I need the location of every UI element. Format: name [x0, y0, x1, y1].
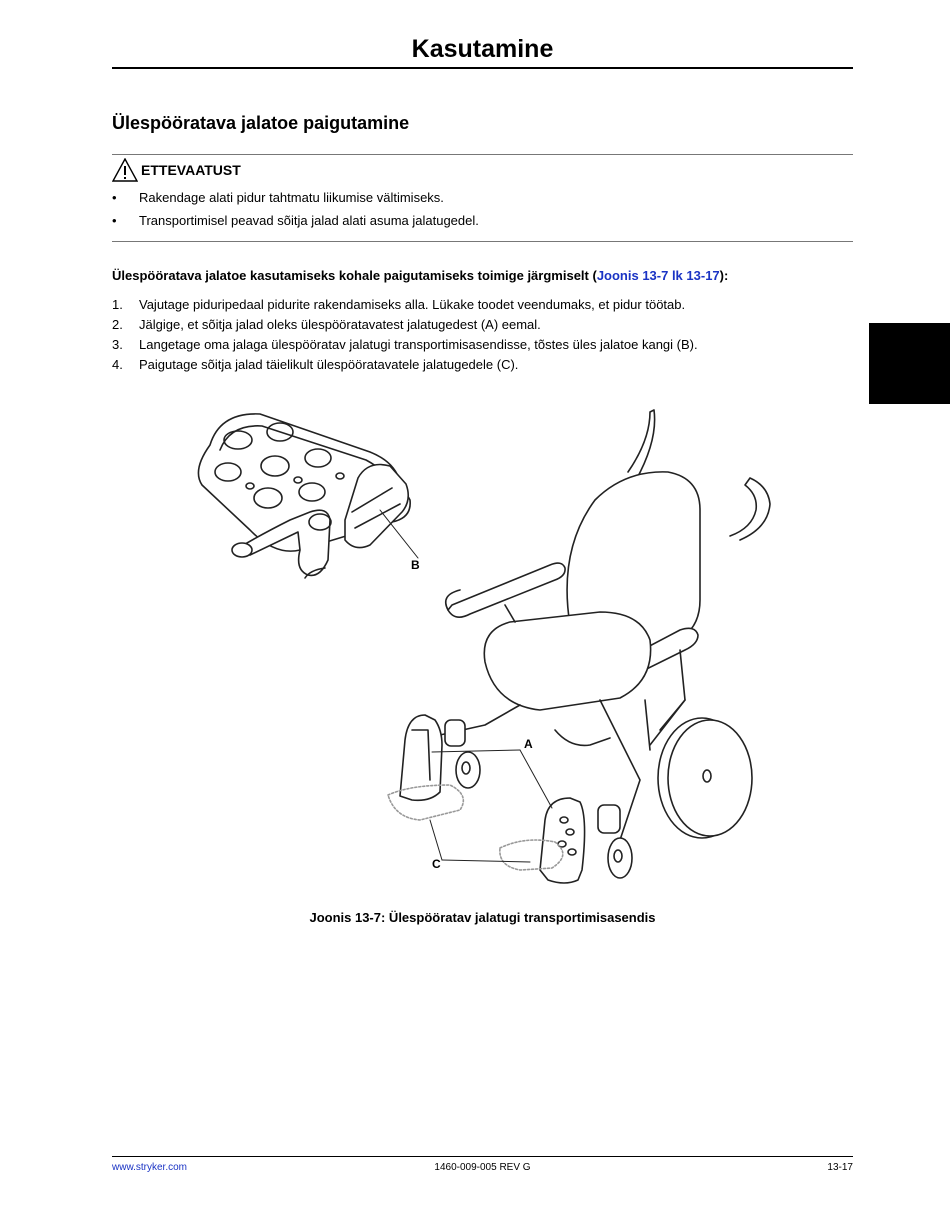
intro-text-after: ):: [719, 268, 729, 283]
chapter-side-tab: [869, 323, 950, 404]
figure-label-c: C: [432, 857, 441, 871]
step-text: Jälgige, et sõitja jalad oleks ülespööratavatest jalatugedest (A) eemal.: [139, 317, 541, 332]
step-number: 3.: [112, 337, 123, 352]
caution-title: ETTEVAATUST: [141, 162, 241, 178]
figure-label-b: B: [411, 558, 420, 572]
page-header-title: Kasutamine: [411, 35, 554, 63]
warning-triangle-icon: [112, 158, 138, 182]
footer-page-number: 13-17: [827, 1162, 853, 1173]
figure-label-a: A: [524, 737, 533, 751]
bullet-symbol: •: [112, 190, 117, 205]
figure-link[interactable]: Joonis 13-7 lk 13-17: [596, 268, 720, 283]
footer-rule: [112, 1156, 853, 1157]
step-number: 1.: [112, 297, 123, 312]
step-text: Langetage oma jalaga ülespööratav jalatugi transportimisasendisse, tõstes üles jalatoe kangi (B).: [139, 337, 698, 352]
footrest-illustration: [180, 400, 800, 900]
caution-item-text: Rakendage alati pidur tahtmatu liikumise vältimiseks.: [139, 190, 444, 205]
step-number: 2.: [112, 317, 123, 332]
procedure-intro: [112, 268, 728, 284]
step-text: Paigutage sõitja jalad täielikult ülespööratavatele jalatugedele (C).: [139, 357, 519, 372]
caution-top-divider: [112, 154, 853, 155]
header-rule: [112, 67, 853, 69]
caution-item-text: Transportimisel peavad sõitja jalad alati asuma jalatugedel.: [139, 213, 479, 228]
intro-text-before: Ülespööratava jalatoe kasutamiseks kohale paigutamiseks toimige järgmiselt (: [112, 268, 597, 283]
bullet-symbol: •: [112, 213, 117, 228]
step-text: Vajutage piduripedaal pidurite rakendamiseks alla. Lükake toodet veendumaks, et pidur töötab.: [139, 297, 686, 312]
footer-doc-number: 1460-009-005 REV G: [434, 1162, 531, 1173]
caution-bottom-divider: [112, 241, 853, 242]
step-number: 4.: [112, 357, 123, 372]
footrest-inset-drawing: [198, 414, 410, 578]
footer-website-link[interactable]: www.stryker.com: [112, 1162, 188, 1173]
figure-caption: Joonis 13-7: Ülespööratav jalatugi transportimisasendis: [309, 910, 656, 925]
section-title: Ülespööratava jalatoe paigutamine: [112, 113, 410, 133]
wheelchair-drawing: [388, 410, 770, 883]
